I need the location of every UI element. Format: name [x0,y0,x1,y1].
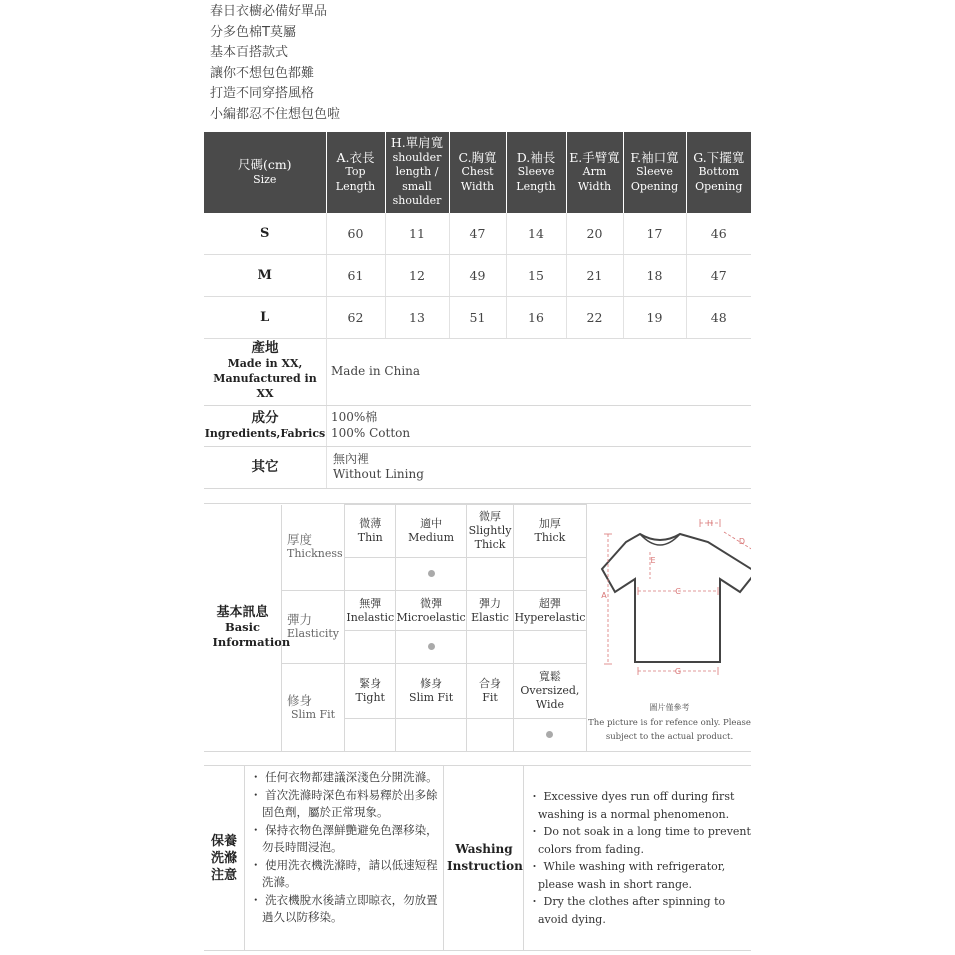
diagram-caption-en: The picture is for refence only. Please subject to the actual product. [588,718,751,742]
table-cell: 20 [566,213,623,255]
table-cell: 19 [623,297,686,339]
table-cell: 15 [506,255,566,297]
table-cell: 17 [623,213,686,255]
table-row [204,213,751,255]
indicator-cell [396,558,467,591]
table-cell: 11 [385,213,449,255]
care-item-en: ・ Do not soak in a long time to prevent colors from fading. [529,825,751,856]
thickness-options-row [282,505,587,558]
care-item-en: ・ Excessive dyes run off during first washing is a normal phenomenon. [529,790,735,821]
diagram-caption-zh: 圖片僅參考 [649,703,690,712]
table-cell: 51 [449,297,506,339]
intro-line: 基本百搭款式 [210,45,289,60]
header-sleeve-length: D.袖長 Sleeve Length [506,132,566,213]
care-section [204,765,751,951]
table-row [204,255,751,297]
intro-line: 讓你不想包色都難 [210,65,315,81]
product-info-table [204,338,751,489]
selected-dot-icon [546,731,553,738]
fabric-value: 100%棉 100% Cotton [327,405,752,446]
other-row [204,446,751,488]
table-cell: 46 [686,213,751,255]
origin-value: Made in China [327,338,752,405]
basic-info-table [281,504,587,752]
selected-dot-icon [428,643,435,650]
option-oversized: 寬鬆 Oversized, Wide [513,664,586,719]
indicator-cell [345,719,396,752]
table-cell: 62 [326,297,385,339]
table-cell: 16 [506,297,566,339]
table-cell: 21 [566,255,623,297]
table-cell: 48 [686,297,751,339]
size-table-header [204,132,751,213]
table-cell: 22 [566,297,623,339]
option-slim-fit: 修身 Slim Fit [396,664,467,719]
size-cell: M [204,255,326,297]
table-cell: 12 [385,255,449,297]
table-cell: 60 [326,213,385,255]
elasticity-options-row [282,591,587,631]
other-label: 其它 [204,446,327,488]
other-value: 無內裡 Without Lining [327,446,752,488]
basic-info-label: 基本訊息 Basic Information [212,605,291,649]
indicator-cell [345,558,396,591]
diagram-label-c: C [675,587,681,596]
diagram-label-d: D [738,537,746,546]
header-top-length: A.衣長 Top Length [326,132,385,213]
option-hyperelastic: 超彈 Hyperelastic [513,591,586,631]
table-cell: 18 [623,255,686,297]
table-cell: 49 [449,255,506,297]
table-cell: 47 [449,213,506,255]
option-tight: 緊身 Tight [345,664,396,719]
table-cell: 61 [326,255,385,297]
option-elastic: 彈力 Elastic [467,591,514,631]
indicator-cell [513,631,586,664]
care-label: 保養洗滌注意 [204,766,245,950]
tshirt-diagram-icon [588,504,751,694]
indicator-cell [345,631,396,664]
care-item-zh: ・ 保持衣物色澤鮮艷避免色澤移染，勿長時間浸泡。 [250,822,438,854]
fit-label: 修身 Slim Fit [282,664,345,752]
elasticity-label: 彈力 Elasticity [282,591,345,664]
diagram-label-g: G [674,667,682,676]
size-cell: L [204,297,326,339]
header-sleeve-opening: F.袖口寬 Sleeve Opening [623,132,686,213]
basic-info-section [204,503,751,752]
selected-dot-icon [428,570,435,577]
thickness-label: 厚度 Thickness [282,505,345,591]
indicator-cell [513,558,586,591]
diagram-label-e: E [650,556,656,565]
indicator-cell [396,719,467,752]
origin-label: 產地 Made in XX, Manufactured in XX [204,338,327,405]
care-item-zh: ・ 使用洗衣機洗滌時，請以低速短程洗滌。 [250,857,438,889]
care-item-en: ・ Dry the clothes after spinning to avoid dying. [529,895,726,926]
intro-line: 分多色棉T莫屬 [210,24,296,40]
table-row [204,297,751,339]
size-cell: S [204,213,326,255]
option-fit: 合身 Fit [467,664,514,719]
option-medium: 適中 Medium [396,505,467,558]
header-shoulder: H.單肩寬 shoulder length / small shoulder [385,132,449,213]
indicator-cell [467,558,514,591]
diagram-label-h: H [706,519,714,528]
care-item-zh: ・ 任何衣物都建議深淺色分開洗滌。 [250,770,438,784]
washing-instruction-title: Washing Instruction [445,766,524,950]
care-item-zh: ・ 洗衣機脫水後請立即晾衣，勿放置過久以防移染。 [250,892,438,924]
option-microelastic: 微彈 Microelastic [396,591,467,631]
table-cell: 47 [686,255,751,297]
option-thin: 微薄 Thin [345,505,396,558]
diagram-label-a: A [601,591,607,600]
table-cell: 13 [385,297,449,339]
fabric-row [204,405,751,446]
table-cell: 14 [506,213,566,255]
indicator-cell [467,719,514,752]
indicator-cell [513,719,586,752]
fabric-label: 成分 Ingredients,Fabrics [204,405,327,446]
option-slightly-thick: 微厚 Slightly Thick [467,505,514,558]
origin-row [204,338,751,405]
care-instructions-zh [245,766,444,950]
indicator-cell [396,631,467,664]
intro-line: 小編都忍不住想包色啦 [210,106,341,122]
fit-options-row [282,664,587,719]
header-size: 尺碼(cm) Size [204,132,326,213]
header-arm-width: E.手臂寬 Arm Width [566,132,623,213]
care-item-en: ・ While washing with refrigerator, please wash in short range. [529,860,726,891]
header-chest: C.胸寬 Chest Width [449,132,506,213]
option-thick: 加厚 Thick [513,505,586,558]
intro-line: 春日衣櫥必備好單品 [210,4,328,19]
size-table [204,132,751,339]
intro-line: 打造不同穿搭風格 [210,86,315,101]
option-inelastic: 無彈 Inelastic [345,591,396,631]
care-item-zh: ・ 首次洗滌時深色布料易釋於出多餘固色劑，屬於正常現象。 [250,787,438,819]
intro-text [210,2,340,125]
care-instructions-en [524,766,751,950]
measurement-diagram [588,504,751,751]
indicator-cell [467,631,514,664]
header-bottom-opening: G.下擺寬 Bottom Opening [686,132,751,213]
